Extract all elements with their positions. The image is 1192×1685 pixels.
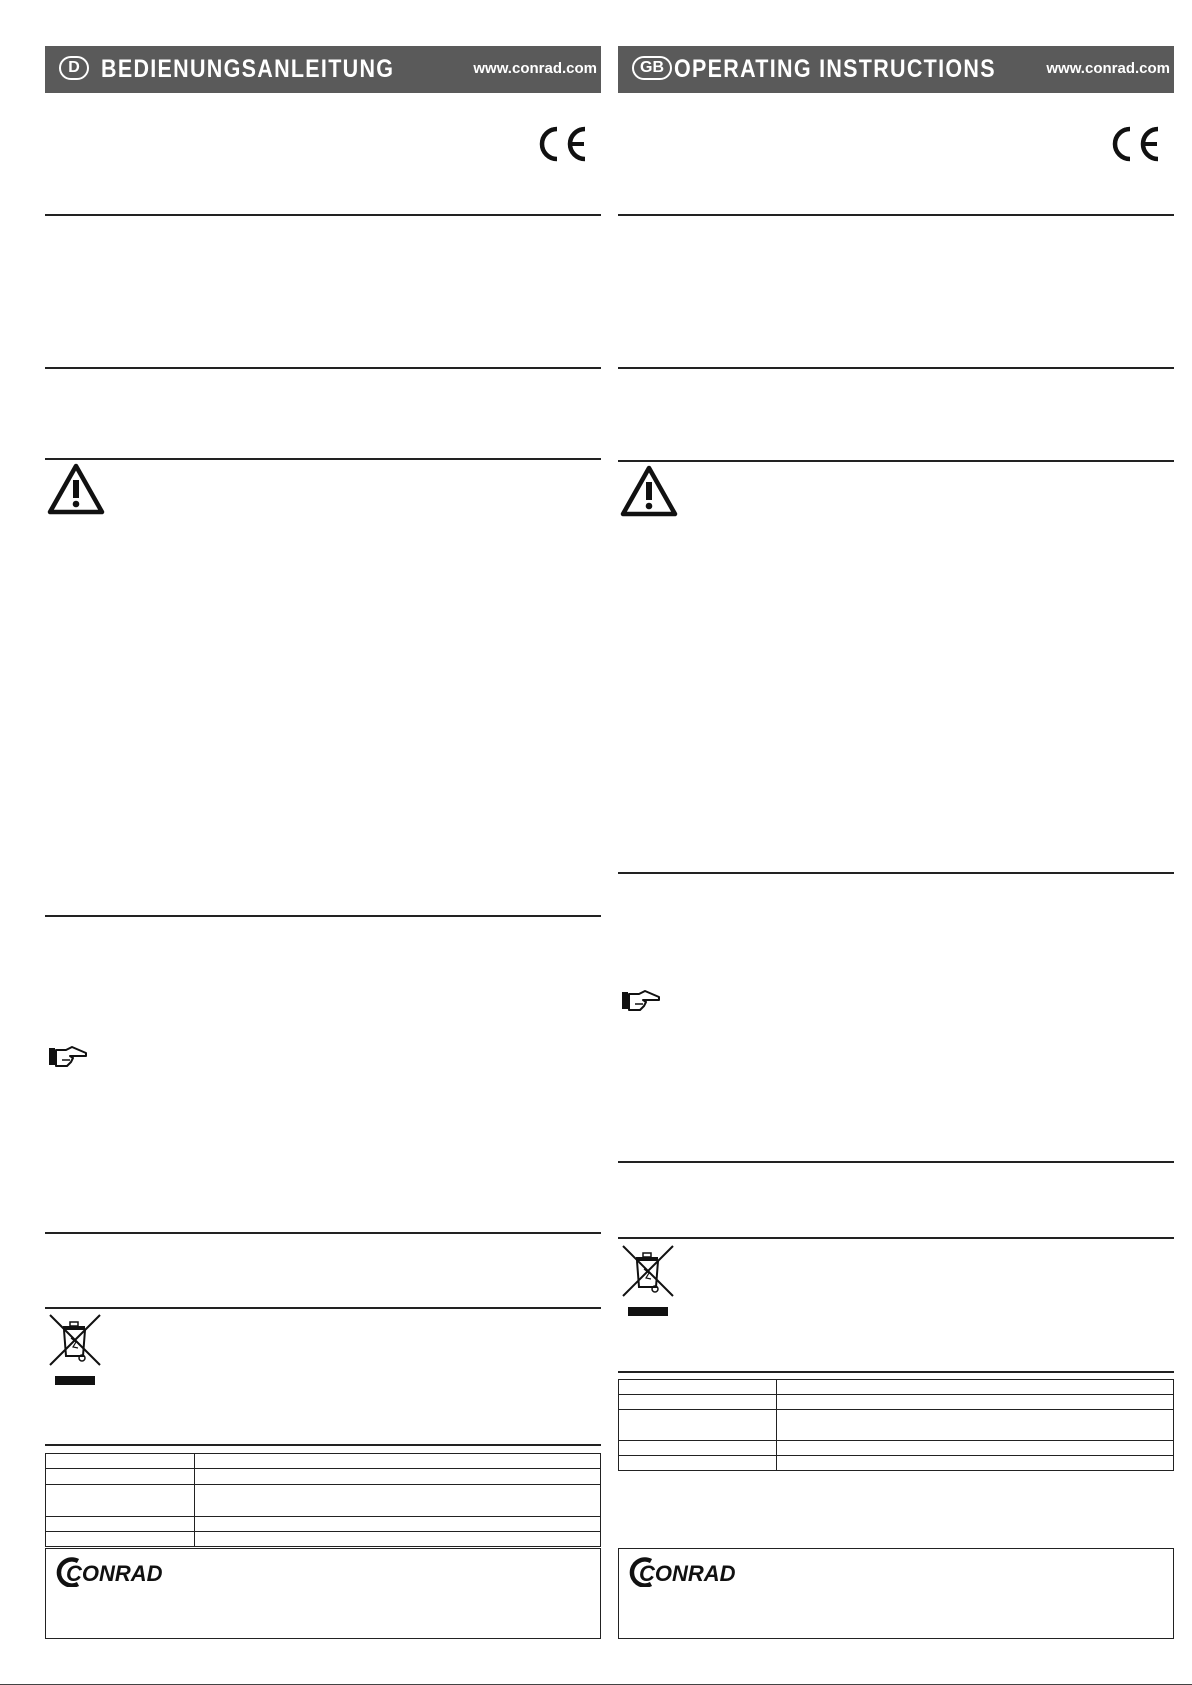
header-banner [618, 46, 1174, 93]
section-divider [45, 1307, 601, 1309]
table-row [46, 1469, 601, 1485]
section-divider [618, 1237, 1174, 1239]
ce-mark-icon [535, 126, 589, 162]
table-row [619, 1395, 1174, 1410]
german-column [45, 0, 601, 1685]
table-row [619, 1410, 1174, 1441]
logo-text: CONRAD [639, 1561, 736, 1586]
table-row [46, 1532, 601, 1547]
crossed-out-bin-icon [620, 1243, 676, 1318]
table-row [46, 1454, 601, 1469]
publisher-box [618, 1548, 1174, 1639]
document-title: BEDIENUNGSANLEITUNG [101, 55, 395, 83]
crossed-out-bin-icon [47, 1312, 103, 1387]
section-divider [618, 872, 1174, 874]
section-divider [45, 1444, 601, 1446]
pointing-hand-icon [48, 1046, 88, 1068]
table-row [619, 1456, 1174, 1471]
spec-table [45, 1453, 601, 1547]
language-badge: GB [632, 56, 672, 80]
warning-triangle-icon [47, 463, 105, 515]
website-url: www.conrad.com [473, 60, 597, 77]
section-divider [45, 214, 601, 216]
english-column [618, 0, 1174, 1685]
website-url: www.conrad.com [1046, 60, 1170, 77]
section-divider [45, 367, 601, 369]
conrad-logo [52, 1557, 170, 1587]
section-divider [45, 915, 601, 917]
header-banner [45, 46, 601, 93]
section-divider [618, 1161, 1174, 1163]
spec-table [618, 1379, 1174, 1471]
section-divider [618, 367, 1174, 369]
document-title: OPERATING INSTRUCTIONS [674, 55, 996, 83]
language-badge: D [59, 56, 89, 80]
section-divider [618, 214, 1174, 216]
ce-mark-icon [1108, 126, 1162, 162]
table-row [46, 1517, 601, 1532]
section-divider [45, 458, 601, 460]
table-row [619, 1441, 1174, 1456]
table-row [46, 1485, 601, 1517]
publisher-box [45, 1548, 601, 1639]
section-divider [45, 1232, 601, 1234]
section-divider [618, 460, 1174, 462]
pointing-hand-icon [621, 990, 661, 1012]
section-divider [618, 1371, 1174, 1373]
warning-triangle-icon [620, 465, 678, 517]
table-row [619, 1380, 1174, 1395]
logo-text: CONRAD [66, 1561, 163, 1586]
conrad-logo [625, 1557, 743, 1587]
